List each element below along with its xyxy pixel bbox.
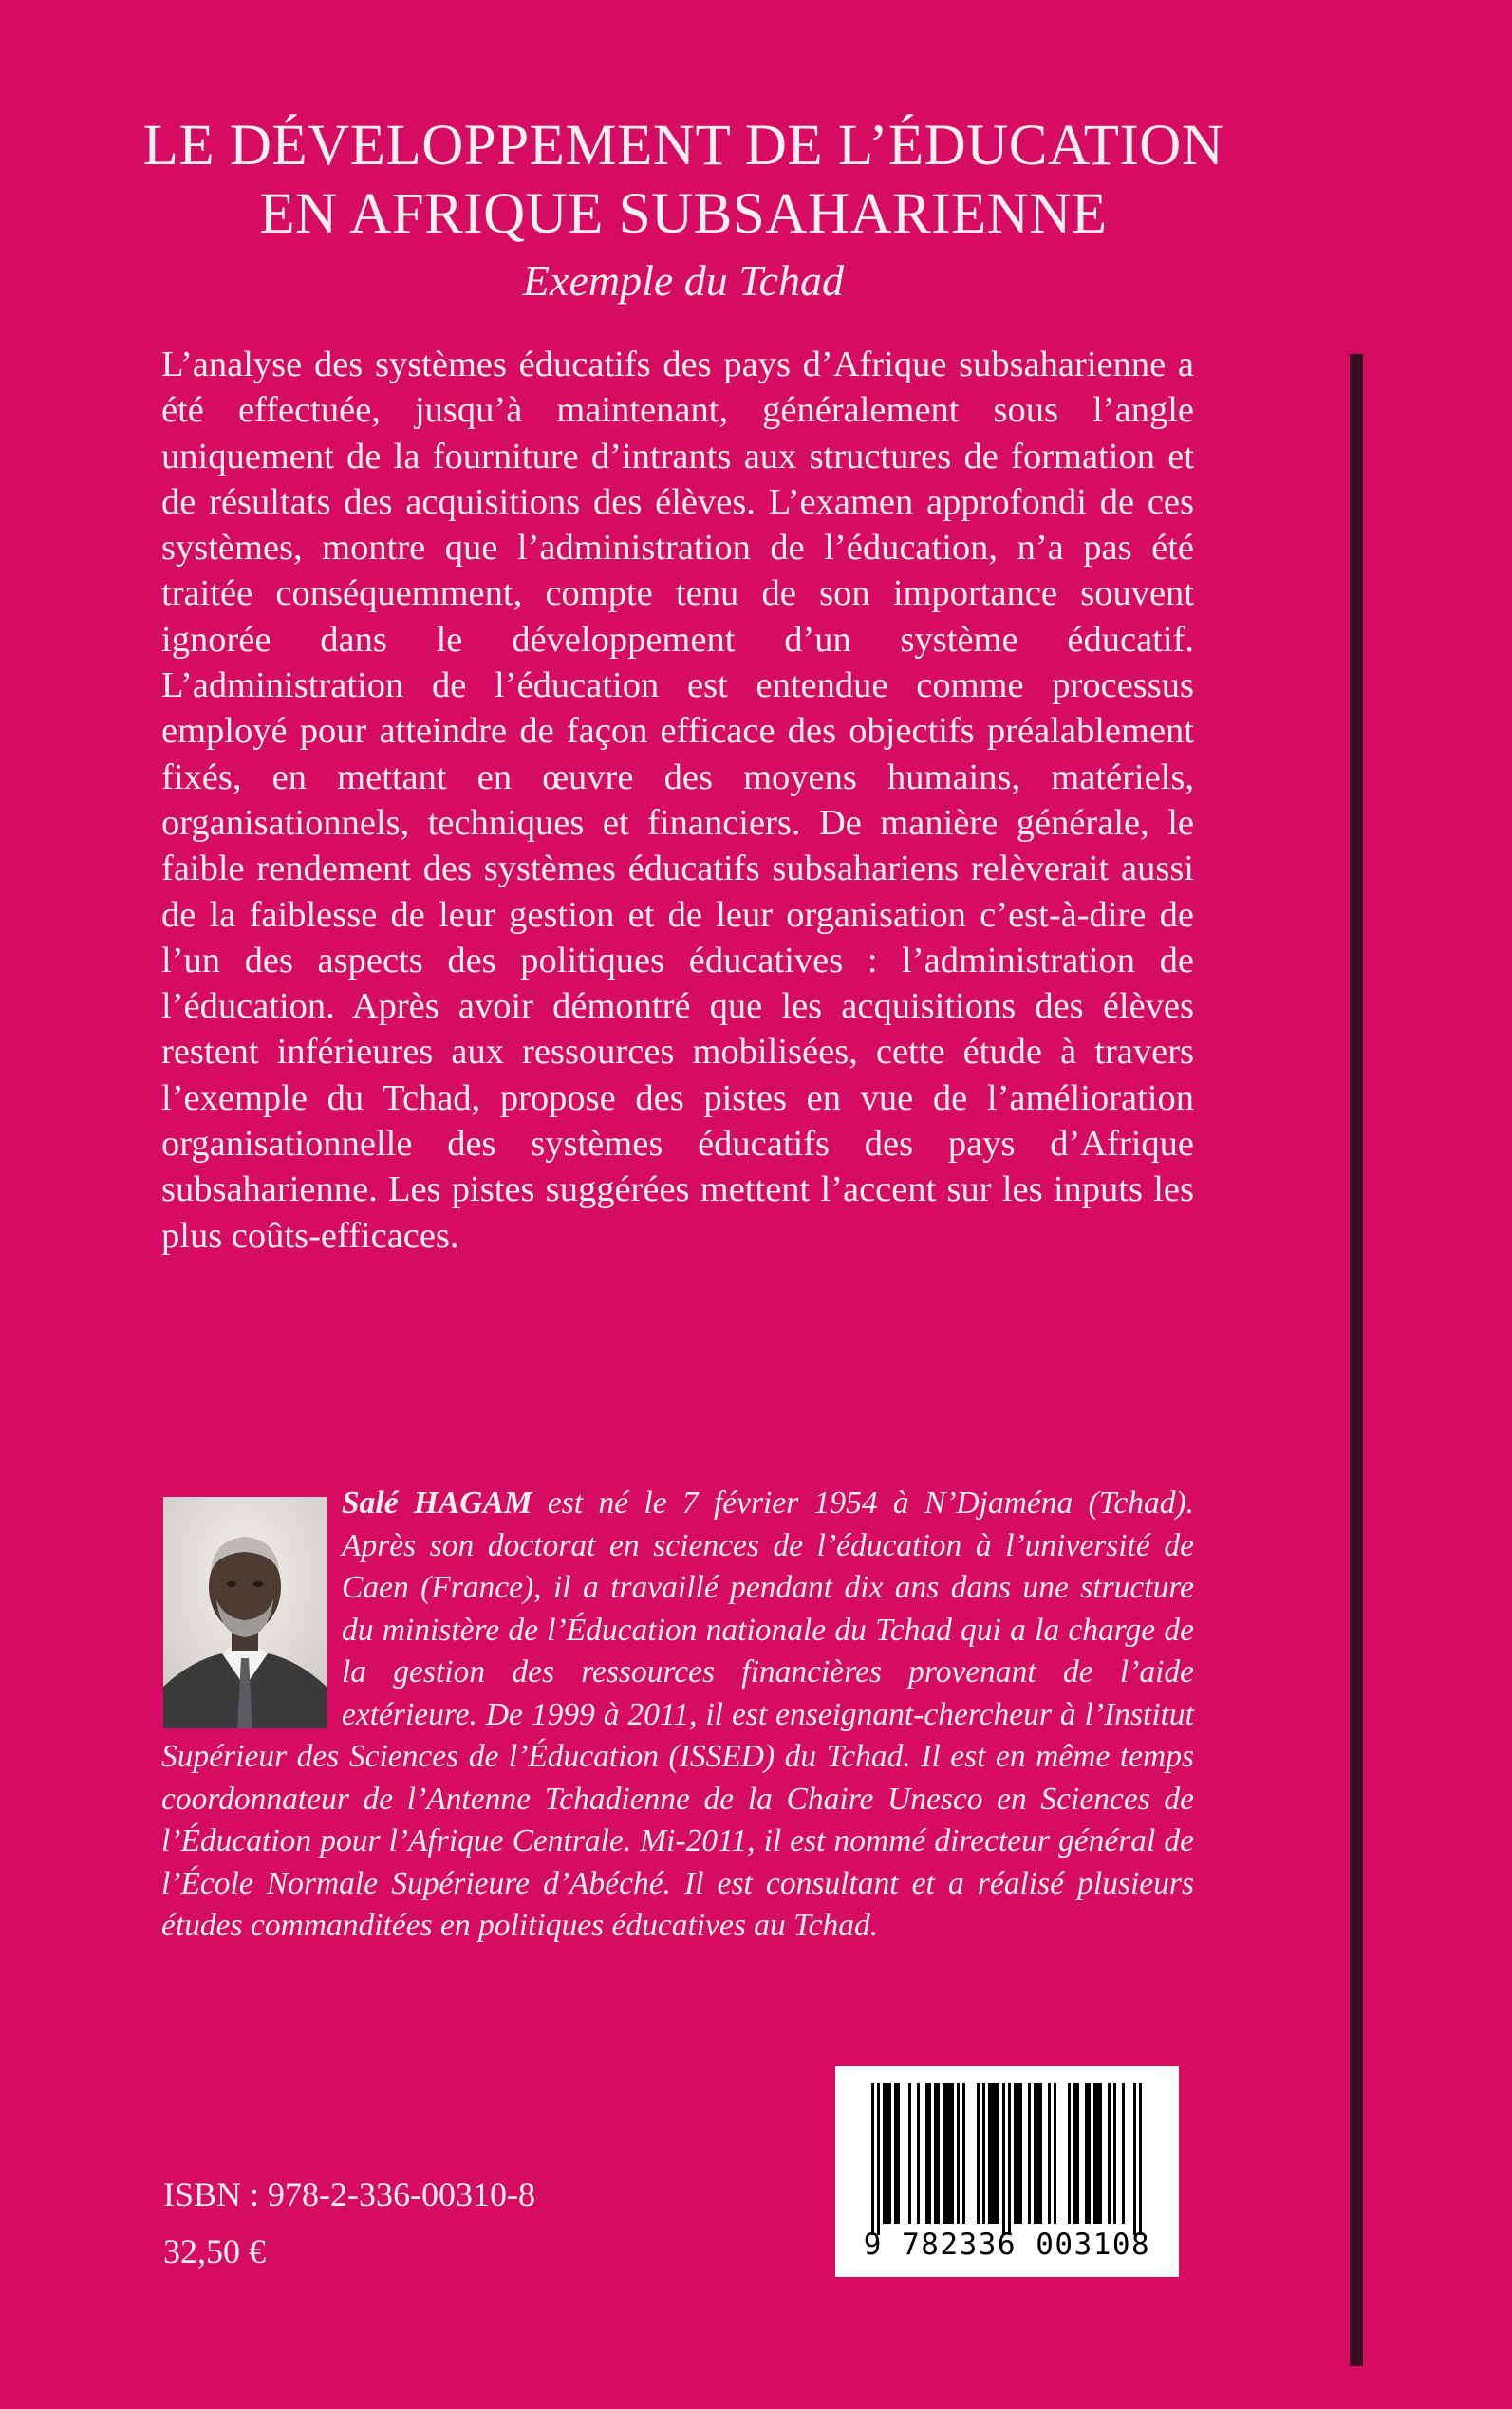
barcode-bar [1019, 2083, 1022, 2224]
barcode-bar [928, 2083, 931, 2224]
barcode-bar [1028, 2083, 1031, 2224]
barcode-bar [1076, 2083, 1079, 2224]
barcode-bar [925, 2083, 928, 2224]
title-line-2: EN AFRIQUE SUBSAHARIENNE [259, 182, 1108, 246]
barcode-bar [991, 2083, 994, 2224]
barcode-bar [1048, 2083, 1051, 2224]
barcode-bar [1133, 2083, 1136, 2235]
book-title [0, 112, 1367, 249]
barcode-bar [1139, 2083, 1142, 2235]
barcode-bar [1014, 2083, 1017, 2224]
barcode-bar [1093, 2083, 1096, 2224]
author-bio [161, 1483, 1194, 1948]
barcode-bar [1088, 2083, 1091, 2224]
barcode-bar [951, 2083, 954, 2224]
barcode-bar [1108, 2083, 1111, 2224]
book-subtitle: Exemple du Tchad [522, 256, 845, 305]
barcode-bar [1122, 2083, 1125, 2224]
barcode-bar [886, 2083, 888, 2224]
barcode-bar [897, 2083, 900, 2224]
barcode [835, 2066, 1179, 2277]
barcode-bar [977, 2083, 980, 2224]
vertical-rule [1350, 354, 1363, 2366]
barcode-bar [877, 2083, 880, 2235]
barcode-bar [908, 2083, 911, 2224]
barcode-bar [1008, 2083, 1011, 2235]
barcode-bar [871, 2083, 874, 2235]
barcode-bar [1113, 2083, 1116, 2224]
barcode-bar [1085, 2083, 1088, 2224]
author-name: Salé HAGAM [342, 1485, 532, 1521]
barcode-bar [1096, 2083, 1099, 2224]
barcode-bar [948, 2083, 951, 2224]
barcode-bar [997, 2083, 999, 2224]
barcode-bar [994, 2083, 997, 2224]
barcode-bar [1039, 2083, 1042, 2224]
author-bio-text: est né le 7 février 1954 à N’Djaména (Tchad). Après son doctorat en sciences de l’éducation à l’université de Caen (France), il a travaillé pendant dix ans dans une structure du ministère de l’Éducation nationale du Tchad qui a la charge de la gestion des ressources financières provenant de l’aide extérieure. De 1999 à 2011, il est enseignant-chercheur à l’Institut Supérieur des Sciences de l’Éducation (ISSED) du Tchad. Il est en même temps coordonnateur de l’Antenne Tchadienne de la Chaire Unesco en Sciences de l’Éducation pour l’Afrique Centrale. Mi-2011, il est nommé directeur général de l’École Normale Supérieure d’Abéché. Il est consultant et a réalisé plusieurs études commanditées en politiques éducatives au Tchad. [161, 1485, 1194, 1943]
barcode-bar [957, 2083, 960, 2224]
title-line-1: LE DÉVELOPPEMENT DE L’ÉDUCATION [142, 114, 1224, 177]
barcode-bar [883, 2083, 886, 2224]
abstract-text: L’analyse des systèmes éducatifs des pays d’Afrique subsaharienne a été effectuée, jusqu’à maintenant, généralement sous l’angle uniquement de la fourniture d’intrants aux structures de formation et de résultats des acquisitions des élèves. L’examen approfondi de ces systèmes, montre que l’administration de l’éducation, n’a pas été traitée conséquemment, compte tenu de son importance souvent ignorée dans le développement d’un système éducatif. L’administration de l’éducation est entendue comme processus employé pour atteindre de façon efficace des objectifs préalablement fixés, en mettant en œuvre des moyens humains, matériels, organisationnels, techniques et financiers. De manière générale, le faible rendement des systèmes éducatifs subsahariens relèverait aussi de la faiblesse de leur gestion et de leur organisation c’est-à-dire de l’un des aspects des politiques éducatives : l’administration de l’éducation. Après avoir démontré que les acquisitions des élèves restent inférieures aux ressources mobilisées, cette étude à travers l’exemple du Tchad, propose des pistes en vue de l’amélioration organisationnelle des systèmes éducatifs des pays d’Afrique subsaharienne. Les pistes suggérées mettent l’accent sur les inputs les plus coûts-efficaces. [161, 345, 1194, 1256]
barcode-bar [1036, 2083, 1039, 2224]
barcode-bar [894, 2083, 897, 2224]
barcode-bar [1054, 2083, 1056, 2224]
barcode-bar [982, 2083, 985, 2224]
barcode-bar [934, 2083, 937, 2224]
barcode-bar [988, 2083, 991, 2224]
barcode-bar [1099, 2083, 1102, 2224]
barcode-bar [917, 2083, 920, 2224]
barcode-bar [1002, 2083, 1005, 2235]
isbn: ISBN : 978-2-336-00310-8 [163, 2176, 535, 2213]
barcode-bar [1068, 2083, 1071, 2224]
barcode-bar [943, 2083, 945, 2224]
barcode-number: 9 782336 003108 [863, 2228, 1151, 2262]
barcode-bar [962, 2083, 965, 2224]
barcode-bar [945, 2083, 948, 2224]
barcode-bar [1017, 2083, 1019, 2224]
barcode-bar [1034, 2083, 1036, 2224]
barcode-bar [888, 2083, 891, 2224]
price: 32,50 € [163, 2232, 266, 2270]
barcode-bar [937, 2083, 940, 2224]
barcode-bar [1073, 2083, 1076, 2224]
